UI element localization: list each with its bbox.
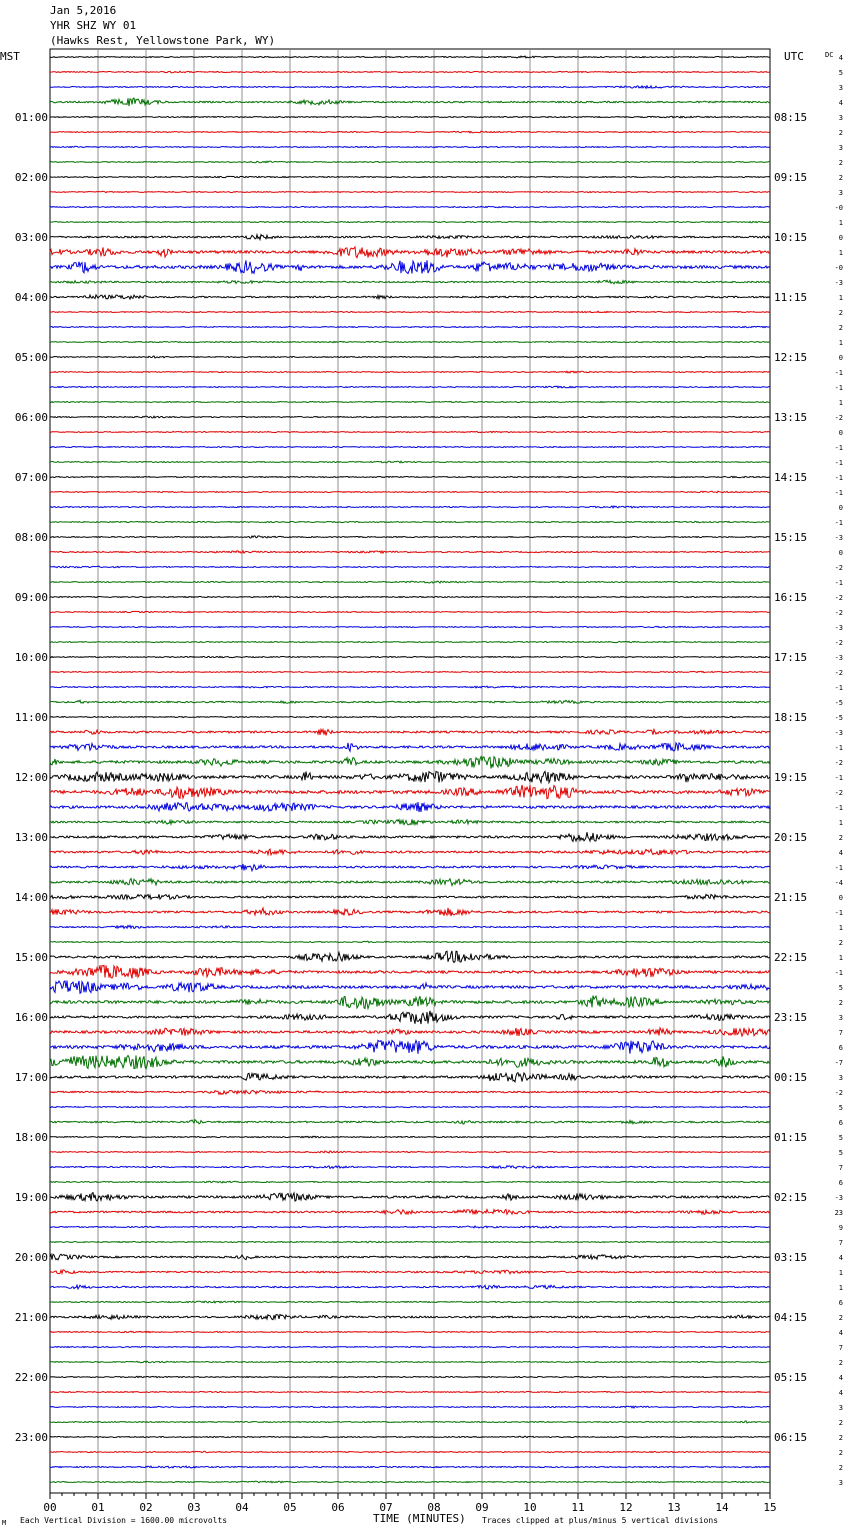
dc-offset-label: 1 <box>838 399 843 407</box>
dc-offset-label: 3 <box>838 1074 843 1082</box>
right-hour-label: 21:15 <box>774 891 808 904</box>
seismic-trace <box>50 1181 770 1183</box>
dc-offset-label: -2 <box>834 759 843 767</box>
dc-offset-label: 6 <box>838 1044 843 1052</box>
dc-offset-label: 4 <box>838 1374 843 1382</box>
dc-offset-label: 3 <box>838 114 843 122</box>
right-hour-label: 04:15 <box>774 1311 808 1324</box>
seismic-trace <box>50 146 770 147</box>
dc-offset-label: 7 <box>838 1239 843 1247</box>
seismic-trace <box>50 802 770 812</box>
seismic-trace <box>50 116 770 118</box>
right-hour-label: 10:15 <box>774 231 808 244</box>
seismic-trace <box>50 879 770 886</box>
dc-offset-label: 1 <box>838 1269 843 1277</box>
dc-offset-label: 1 <box>838 819 843 827</box>
dc-offset-label: 7 <box>838 1344 843 1352</box>
dc-offset-label: 2 <box>838 324 843 332</box>
scale-note: Each Vertical Division = 1600.00 microvolts <box>20 1516 228 1525</box>
dc-offset-label: 2 <box>838 1449 843 1457</box>
seismic-trace <box>50 894 770 899</box>
x-tick-label: 05 <box>283 1501 297 1514</box>
seismic-trace <box>50 1315 770 1320</box>
seismic-trace <box>50 1331 770 1333</box>
right-hour-label: 19:15 <box>774 771 808 784</box>
right-hour-label: 14:15 <box>774 471 808 484</box>
dc-offset-label: 23 <box>834 1209 843 1217</box>
right-hour-label: 20:15 <box>774 831 808 844</box>
dc-offset-label: 2 <box>838 1419 843 1427</box>
x-tick-label: 08 <box>427 1501 441 1514</box>
seismic-trace <box>50 1136 770 1138</box>
dc-offset-label: 3 <box>838 84 843 92</box>
dc-offset-label: 5 <box>838 69 843 77</box>
left-hour-label: 20:00 <box>14 1251 48 1264</box>
dc-offset-label: -5 <box>834 699 843 707</box>
seismic-trace <box>50 581 770 583</box>
seismic-trace <box>50 98 770 106</box>
dc-offset-label: 2 <box>838 834 843 842</box>
seismic-trace <box>50 1055 770 1069</box>
x-tick-label: 11 <box>571 1501 585 1514</box>
dc-offset-label: 2 <box>838 159 843 167</box>
seismic-trace <box>50 1376 770 1377</box>
seismic-trace <box>50 925 770 928</box>
seismic-trace <box>50 951 770 963</box>
left-hour-label: 09:00 <box>14 591 48 604</box>
dc-offset-label: 3 <box>838 1014 843 1022</box>
seismic-trace <box>50 671 770 673</box>
x-tick-label: 07 <box>379 1501 393 1514</box>
dc-offset-label: -1 <box>834 489 843 497</box>
dc-offset-label: 1 <box>838 954 843 962</box>
dc-offset-label: -2 <box>834 789 843 797</box>
seismic-trace <box>50 461 770 463</box>
corner-mark: M <box>2 1519 7 1527</box>
right-hour-label: 11:15 <box>774 291 808 304</box>
seismic-trace <box>50 311 770 313</box>
dc-offset-label: -5 <box>834 714 843 722</box>
seismic-trace <box>50 832 770 841</box>
dc-offset-label: -3 <box>834 729 843 737</box>
seismic-trace <box>50 1421 770 1423</box>
dc-offset-label: -1 <box>834 444 843 452</box>
seismic-trace <box>50 908 770 916</box>
left-hour-label: 07:00 <box>14 471 48 484</box>
seismic-trace <box>50 1193 770 1201</box>
dc-offset-label: -2 <box>834 564 843 572</box>
seismic-trace <box>50 729 770 735</box>
x-tick-label: 14 <box>715 1501 729 1514</box>
seismic-trace <box>50 221 770 222</box>
seismic-trace <box>50 536 770 538</box>
seismic-trace <box>50 341 770 342</box>
dc-offset-label: 2 <box>838 1359 843 1367</box>
seismic-trace <box>50 416 770 418</box>
seismic-trace <box>50 1073 770 1082</box>
header-location: (Hawks Rest, Yellowstone Park, WY) <box>50 34 276 47</box>
seismic-trace <box>50 371 770 373</box>
dc-offset-label: 2 <box>838 309 843 317</box>
dc-offset-label: -1 <box>834 459 843 467</box>
seismic-trace <box>50 996 770 1009</box>
dc-offset-label: 1 <box>838 924 843 932</box>
dc-offset-label: 5 <box>838 1149 843 1157</box>
dc-offset-label: 0 <box>838 504 843 512</box>
dc-offset-label: -4 <box>834 879 843 887</box>
dc-offset-label: -2 <box>834 669 843 677</box>
x-tick-label: 03 <box>187 1501 201 1514</box>
dc-offset-label: -0 <box>834 204 843 212</box>
left-hour-label: 16:00 <box>14 1011 48 1024</box>
seismic-trace <box>50 849 770 855</box>
seismic-trace <box>50 1011 770 1024</box>
dc-offset-label: 2 <box>838 1464 843 1472</box>
left-hour-label: 15:00 <box>14 951 48 964</box>
seismic-trace <box>50 71 770 73</box>
seismic-trace <box>50 86 770 89</box>
left-hour-label: 17:00 <box>14 1071 48 1084</box>
seismic-trace <box>50 1346 770 1347</box>
seismic-trace <box>50 551 770 553</box>
header-date: Jan 5,2016 <box>50 4 117 17</box>
dc-offset-label: 0 <box>838 549 843 557</box>
seismic-trace <box>50 235 770 240</box>
seismic-trace <box>50 656 770 657</box>
left-hour-label: 03:00 <box>14 231 48 244</box>
right-hour-label: 08:15 <box>774 111 808 124</box>
right-hour-label: 23:15 <box>774 1011 808 1024</box>
right-hour-label: 22:15 <box>774 951 808 964</box>
seismic-trace <box>50 864 770 871</box>
dc-offset-label: 7 <box>838 1164 843 1172</box>
seismic-trace <box>50 56 770 58</box>
dc-offset-label: -1 <box>834 684 843 692</box>
dc-offset-label: -1 <box>834 384 843 392</box>
seismic-trace <box>50 716 770 717</box>
dc-offset-label: -2 <box>834 1089 843 1097</box>
seismic-trace <box>50 386 770 388</box>
dc-offset-label: 0 <box>838 429 843 437</box>
seismic-trace <box>50 1151 770 1153</box>
seismic-trace <box>50 161 770 163</box>
dc-offset-label: -1 <box>834 474 843 482</box>
x-tick-label: 06 <box>331 1501 345 1514</box>
seismic-trace <box>50 1451 770 1452</box>
left-hour-label: 10:00 <box>14 651 48 664</box>
dc-offset-label: 5 <box>838 984 843 992</box>
seismic-trace <box>50 941 770 942</box>
dc-offset-label: 9 <box>838 1224 843 1232</box>
seismic-trace <box>50 446 770 447</box>
seismic-trace <box>50 295 770 299</box>
right-hour-label: 09:15 <box>774 171 808 184</box>
seismic-trace <box>50 1028 770 1036</box>
dc-offset-label: 6 <box>838 1299 843 1307</box>
dc-offset-label: 2 <box>838 129 843 137</box>
seismic-trace <box>50 1436 770 1438</box>
left-hour-label: 11:00 <box>14 711 48 724</box>
right-hour-label: 18:15 <box>774 711 808 724</box>
left-hour-label: 21:00 <box>14 1311 48 1324</box>
header-station: YHR SHZ WY 01 <box>50 19 137 32</box>
seismic-trace <box>50 611 770 612</box>
x-tick-label: 15 <box>763 1501 777 1514</box>
dc-label: DC <box>825 51 834 59</box>
dc-offset-label: 2 <box>838 939 843 947</box>
dc-offset-label: 3 <box>838 1479 843 1487</box>
right-hour-label: 15:15 <box>774 531 808 544</box>
seismic-trace <box>50 1466 770 1468</box>
left-hour-label: 04:00 <box>14 291 48 304</box>
seismic-trace <box>50 1166 770 1169</box>
seismic-trace <box>50 1254 770 1260</box>
dc-offset-label: -1 <box>834 909 843 917</box>
dc-offset-label: 3 <box>838 1404 843 1412</box>
left-hour-label: 08:00 <box>14 531 48 544</box>
seismic-trace <box>50 1481 770 1483</box>
dc-offset-label: -1 <box>834 369 843 377</box>
seismic-trace <box>50 771 770 782</box>
dc-offset-label: -1 <box>834 864 843 872</box>
left-zone-label: MST <box>0 50 20 63</box>
seismic-trace <box>50 260 770 273</box>
plot-frame <box>50 49 770 1493</box>
seismic-trace <box>50 247 770 258</box>
left-hour-label: 12:00 <box>14 771 48 784</box>
dc-offset-label: 4 <box>838 1389 843 1397</box>
seismic-trace <box>50 401 770 402</box>
dc-offset-label: 1 <box>838 1284 843 1292</box>
seismic-trace <box>50 626 770 627</box>
dc-offset-label: -2 <box>834 639 843 647</box>
seismic-trace <box>50 131 770 133</box>
dc-offset-label: 6 <box>838 1179 843 1187</box>
left-hour-label: 14:00 <box>14 891 48 904</box>
seismic-trace <box>50 1226 770 1228</box>
x-axis-title: TIME (MINUTES) <box>373 1512 466 1525</box>
dc-offset-label: 3 <box>838 144 843 152</box>
dc-offset-label: 4 <box>838 1254 843 1262</box>
seismic-trace <box>50 757 770 769</box>
dc-offset-label: 1 <box>838 339 843 347</box>
x-tick-label: 13 <box>667 1501 681 1514</box>
x-tick-label: 04 <box>235 1501 249 1514</box>
dc-offset-label: -3 <box>834 654 843 662</box>
dc-offset-label: -3 <box>834 279 843 287</box>
seismic-trace <box>50 206 770 208</box>
right-hour-label: 17:15 <box>774 651 808 664</box>
dc-offset-label: -3 <box>834 624 843 632</box>
seismic-trace <box>50 176 770 177</box>
dc-offset-label: 4 <box>838 1329 843 1337</box>
seismic-trace <box>50 566 770 568</box>
dc-offset-label: -2 <box>834 594 843 602</box>
seismic-trace <box>50 1270 770 1274</box>
right-hour-label: 13:15 <box>774 411 808 424</box>
right-hour-label: 03:15 <box>774 1251 808 1264</box>
dc-offset-label: -1 <box>834 744 843 752</box>
dc-offset-label: -1 <box>834 774 843 782</box>
left-hour-label: 18:00 <box>14 1131 48 1144</box>
right-hour-label: 06:15 <box>774 1431 808 1444</box>
seismic-trace <box>50 491 770 493</box>
dc-offset-label: -2 <box>834 414 843 422</box>
right-hour-label: 00:15 <box>774 1071 808 1084</box>
dc-offset-label: 4 <box>838 99 843 107</box>
dc-offset-label: -1 <box>834 519 843 527</box>
dc-offset-label: 2 <box>838 999 843 1007</box>
seismic-trace <box>50 596 770 597</box>
left-hour-label: 05:00 <box>14 351 48 364</box>
seismic-trace <box>50 700 770 703</box>
right-hour-label: 16:15 <box>774 591 808 604</box>
dc-offset-label: -1 <box>834 579 843 587</box>
seismic-trace <box>50 819 770 825</box>
right-zone-label: UTC <box>784 50 804 63</box>
dc-offset-label: -3 <box>834 1194 843 1202</box>
seismic-trace <box>50 1209 770 1214</box>
dc-offset-label: 6 <box>838 1119 843 1127</box>
seismic-trace <box>50 431 770 432</box>
dc-offset-label: 4 <box>838 849 843 857</box>
dc-offset-label: 1 <box>838 294 843 302</box>
x-tick-label: 00 <box>43 1501 57 1514</box>
dc-offset-label: 0 <box>838 234 843 242</box>
seismic-trace <box>50 1285 770 1289</box>
seismic-trace <box>50 1106 770 1107</box>
dc-offset-label: 0 <box>838 894 843 902</box>
seismic-trace <box>50 326 770 327</box>
left-hour-label: 23:00 <box>14 1431 48 1444</box>
dc-offset-label: 1 <box>838 219 843 227</box>
dc-offset-label: 2 <box>838 174 843 182</box>
dc-offset-label: -0 <box>834 264 843 272</box>
dc-offset-label: 5 <box>838 1104 843 1112</box>
seismic-trace <box>50 785 770 799</box>
left-hour-label: 19:00 <box>14 1191 48 1204</box>
dc-offset-label: 2 <box>838 1434 843 1442</box>
seismic-trace <box>50 641 770 642</box>
seismic-trace <box>50 280 770 284</box>
seismic-trace <box>50 686 770 688</box>
x-tick-label: 10 <box>523 1501 537 1514</box>
right-hour-label: 12:15 <box>774 351 808 364</box>
seismic-trace <box>50 1120 770 1124</box>
seismic-trace <box>50 743 770 751</box>
seismic-trace <box>50 476 770 477</box>
seismic-trace <box>50 1301 770 1303</box>
seismic-trace <box>50 1392 770 1393</box>
seismic-trace <box>50 1406 770 1408</box>
left-hour-label: 13:00 <box>14 831 48 844</box>
dc-offset-label: -1 <box>834 969 843 977</box>
seismic-trace <box>50 965 770 978</box>
x-tick-label: 01 <box>91 1501 105 1514</box>
seismic-trace <box>50 521 770 522</box>
dc-offset-label: -1 <box>834 804 843 812</box>
right-hour-label: 05:15 <box>774 1371 808 1384</box>
seismic-trace <box>50 191 770 192</box>
seismic-trace <box>50 1090 770 1094</box>
x-tick-label: 02 <box>139 1501 153 1514</box>
clip-note: Traces clipped at plus/minus 5 vertical divisions <box>482 1516 719 1525</box>
seismic-trace <box>50 981 770 994</box>
seismic-trace <box>50 506 770 508</box>
seismic-trace <box>50 1040 770 1054</box>
seismic-trace <box>50 1241 770 1243</box>
dc-offset-label: 5 <box>838 1134 843 1142</box>
dc-offset-label: 2 <box>838 1314 843 1322</box>
x-tick-label: 12 <box>619 1501 633 1514</box>
dc-offset-label: 0 <box>838 354 843 362</box>
dc-offset-label: -3 <box>834 534 843 542</box>
left-hour-label: 02:00 <box>14 171 48 184</box>
left-hour-label: 22:00 <box>14 1371 48 1384</box>
seismic-trace <box>50 356 770 358</box>
right-hour-label: 01:15 <box>774 1131 808 1144</box>
dc-offset-label: 4 <box>838 54 843 62</box>
right-hour-label: 02:15 <box>774 1191 808 1204</box>
seismic-trace <box>50 1361 770 1363</box>
left-hour-label: 06:00 <box>14 411 48 424</box>
dc-offset-label: 1 <box>838 249 843 257</box>
dc-offset-label: 7 <box>838 1029 843 1037</box>
x-tick-label: 09 <box>475 1501 489 1514</box>
dc-offset-label: 3 <box>838 189 843 197</box>
left-hour-label: 01:00 <box>14 111 48 124</box>
dc-offset-label: -7 <box>834 1059 843 1067</box>
dc-offset-label: -2 <box>834 609 843 617</box>
